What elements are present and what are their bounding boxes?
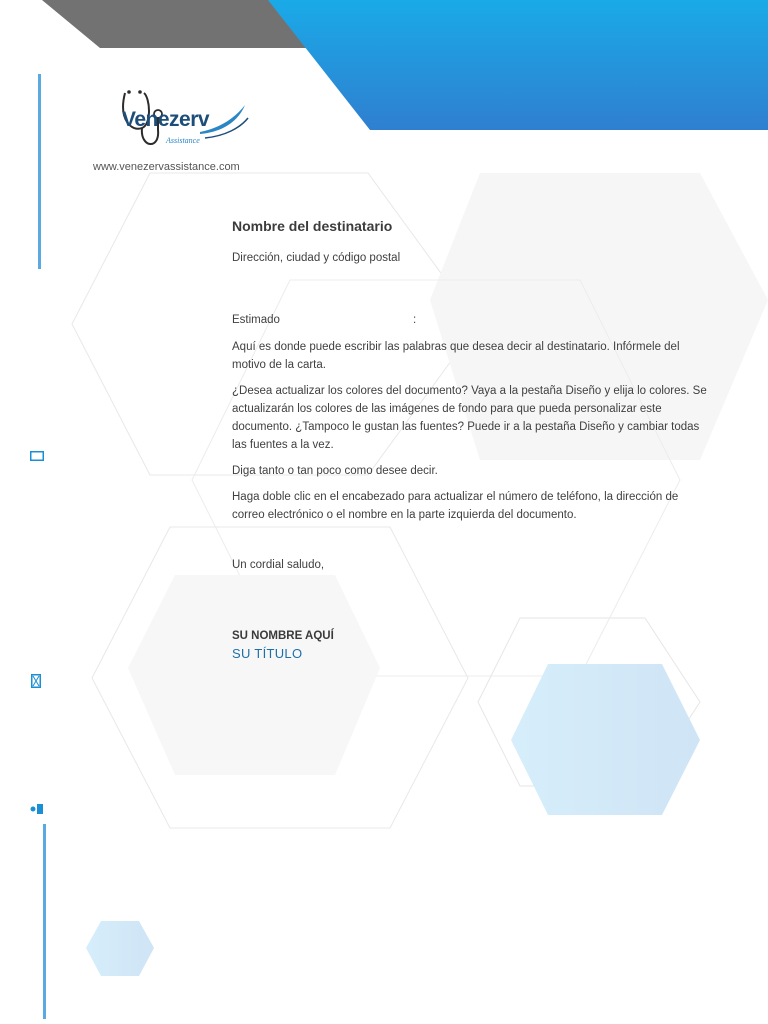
- salutation-colon: :: [413, 314, 417, 326]
- body-paragraph: ¿Desea actualizar los colores del documento? Vaya a la pestaña Diseño y elija lo colores. Se actualizarán los colores de las imágenes de fondo para que pueda personalizar este documento. ¿Tampoco le gustan las fuentes? Puede ir a la pestaña Diseño y cambiar todas las fuentes a la vez.: [232, 385, 707, 451]
- recipient-name[interactable]: Nombre del destinatario: [232, 218, 393, 234]
- header-blue-band: [268, 0, 768, 130]
- website-url[interactable]: www.venezervassistance.com: [93, 161, 240, 173]
- side-rule-top: [38, 74, 41, 269]
- logo-tagline: Assistance: [166, 136, 200, 145]
- signature-title[interactable]: SU TÍTULO: [232, 646, 303, 661]
- blue-hexagon: [511, 664, 700, 815]
- closing[interactable]: Un cordial saludo,: [232, 559, 325, 571]
- location-icon[interactable]: [30, 803, 44, 818]
- salutation-text: Estimado: [232, 314, 280, 326]
- logo: [122, 108, 209, 132]
- recipient-address[interactable]: Dirección, ciudad y código postal: [232, 252, 401, 264]
- blue-hexagon-small: [86, 921, 154, 976]
- email-icon[interactable]: [30, 451, 44, 464]
- body-paragraph: Diga tanto o tan poco como desee decir.: [232, 465, 438, 477]
- logo-brand-text: Venezerv: [122, 108, 210, 131]
- body-paragraph: Haga doble clic en el encabezado para actualizar el número de teléfono, la dirección de correo electrónico o el nombre en la parte izquierda del documento.: [232, 491, 679, 521]
- letter-body[interactable]: [232, 338, 712, 532]
- faint-hexagon: [128, 575, 380, 775]
- phone-icon[interactable]: [31, 674, 41, 691]
- salutation[interactable]: [232, 311, 432, 329]
- signature-name[interactable]: SU NOMBRE AQUÍ: [232, 630, 334, 642]
- body-paragraph: Aquí es donde puede escribir las palabras que desea decir al destinatario. Infórmele del motivo de la carta.: [232, 341, 680, 371]
- side-rule-bottom: [43, 824, 46, 1019]
